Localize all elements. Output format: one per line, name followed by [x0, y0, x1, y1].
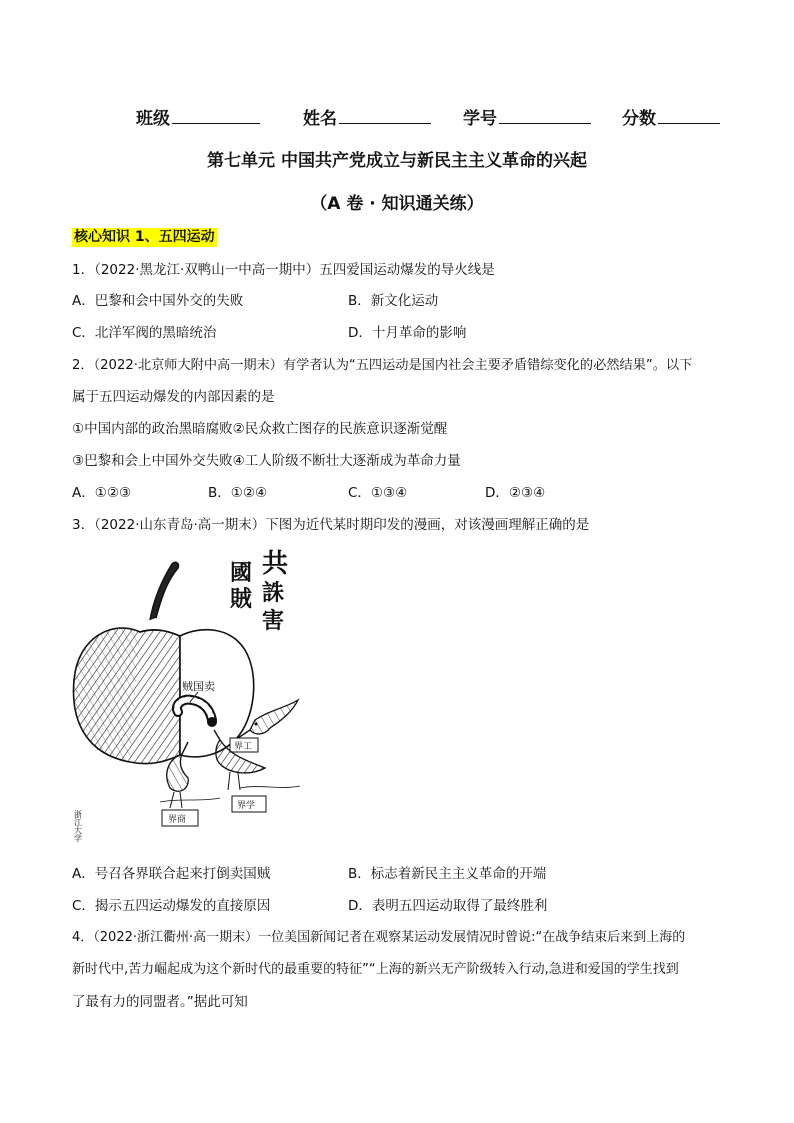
- q2-option-d[interactable]: D．②③④: [485, 485, 546, 501]
- question-2-items-line2: ③巴黎和会上中国外交失败④工人阶级不断壮大逐渐成为革命力量: [72, 453, 461, 469]
- bird-workers: [250, 700, 298, 734]
- apple-stem: [150, 562, 179, 620]
- score-label: 分数: [622, 109, 656, 129]
- section-heading: 核心知识 1、五四运动: [74, 229, 215, 245]
- q2-option-c[interactable]: C．①③④: [348, 485, 408, 501]
- question-2-stem-line2: 属于五四运动爆发的内部因素的是: [72, 389, 275, 405]
- student-id-label: 学号: [463, 109, 497, 129]
- class-field: [136, 104, 260, 129]
- score-field: [622, 104, 720, 129]
- question-2-items-line1: ①中国内部的政治黑暗腐败②民众救亡图存的民族意识逐渐觉醒: [72, 421, 448, 437]
- q1-option-b[interactable]: B．新文化运动: [348, 293, 439, 309]
- student-id-field: [463, 104, 591, 129]
- q3-option-d[interactable]: D．表明五四运动取得了最终胜利: [348, 898, 548, 914]
- q3-option-c[interactable]: C．揭示五四运动爆发的直接原因: [72, 898, 271, 914]
- cartoon-image: [70, 540, 310, 845]
- name-label: 姓名: [303, 109, 337, 129]
- bird-label-students: 界学: [237, 801, 256, 811]
- question-2-stem-line1: 2．（2022·北京师大附中高一期末）有学者认为“五四运动是国内社会主要矛盾错综变化的必然结果”。以下: [72, 358, 693, 373]
- worm-label: 贼国卖: [182, 680, 215, 693]
- unit-title: 第七单元 中国共产党成立与新民主主义革命的兴起: [207, 151, 587, 171]
- question-1-stem: 1．（2022·黑龙江·双鸭山一中高一期中）五四爱国运动爆发的导火线是: [72, 262, 495, 278]
- question-4-stem-line2: 新时代中,苦力崛起成为这个新时代的最重要的特征”“上海的新兴无产阶级转入行动,急进和爱国的学生找到: [72, 962, 679, 977]
- question-3-stem: 3．（2022·山东青岛·高一期末）下图为近代某时期印发的漫画，对该漫画理解正确的是: [72, 517, 590, 533]
- name-field: [303, 104, 431, 129]
- student-id-blank[interactable]: [499, 107, 591, 124]
- bird-label-merchants: 界商: [168, 815, 187, 825]
- class-label: 班级: [136, 109, 170, 129]
- class-blank[interactable]: [172, 107, 260, 124]
- q1-option-d[interactable]: D．十月革命的影响: [348, 325, 467, 341]
- cartoon-title-char-5: 害: [262, 608, 285, 634]
- score-blank[interactable]: [658, 107, 720, 124]
- unit-subtitle: （A 卷 · 知识通关练）: [310, 194, 484, 214]
- question-4-stem-line1: 4．（2022·浙江衢州·高一期末）一位美国新闻记者在观察某运动发展情况时曾说:“在战争结束后来到上海的: [72, 930, 686, 945]
- name-blank[interactable]: [339, 107, 431, 124]
- q3-option-b[interactable]: B．标志着新民主主义革命的开端: [348, 866, 547, 882]
- cartoon-title-char-2: 誅: [262, 580, 285, 606]
- question-4-stem-line3: 了最有力的同盟者。”据此可知: [72, 994, 248, 1010]
- q1-option-a[interactable]: A．巴黎和会中国外交的失败: [72, 293, 244, 309]
- q2-option-b[interactable]: B．①②④: [208, 485, 268, 501]
- cartoon-svg: [70, 540, 310, 845]
- q2-option-a[interactable]: A．①②③: [72, 485, 132, 501]
- cartoon-title-char-1: 共: [262, 549, 289, 579]
- bird-label-workers: 界工: [234, 742, 253, 752]
- q3-option-a[interactable]: A．号召各界联合起来打倒卖国贼: [72, 866, 271, 882]
- cartoon-title-char-3: 國: [230, 560, 253, 586]
- cartoon-title-char-4: 賊: [230, 586, 253, 612]
- q1-option-c[interactable]: C．北洋军阀的黑暗统治: [72, 325, 217, 341]
- cartoon-signature: 浙江大学: [73, 810, 83, 842]
